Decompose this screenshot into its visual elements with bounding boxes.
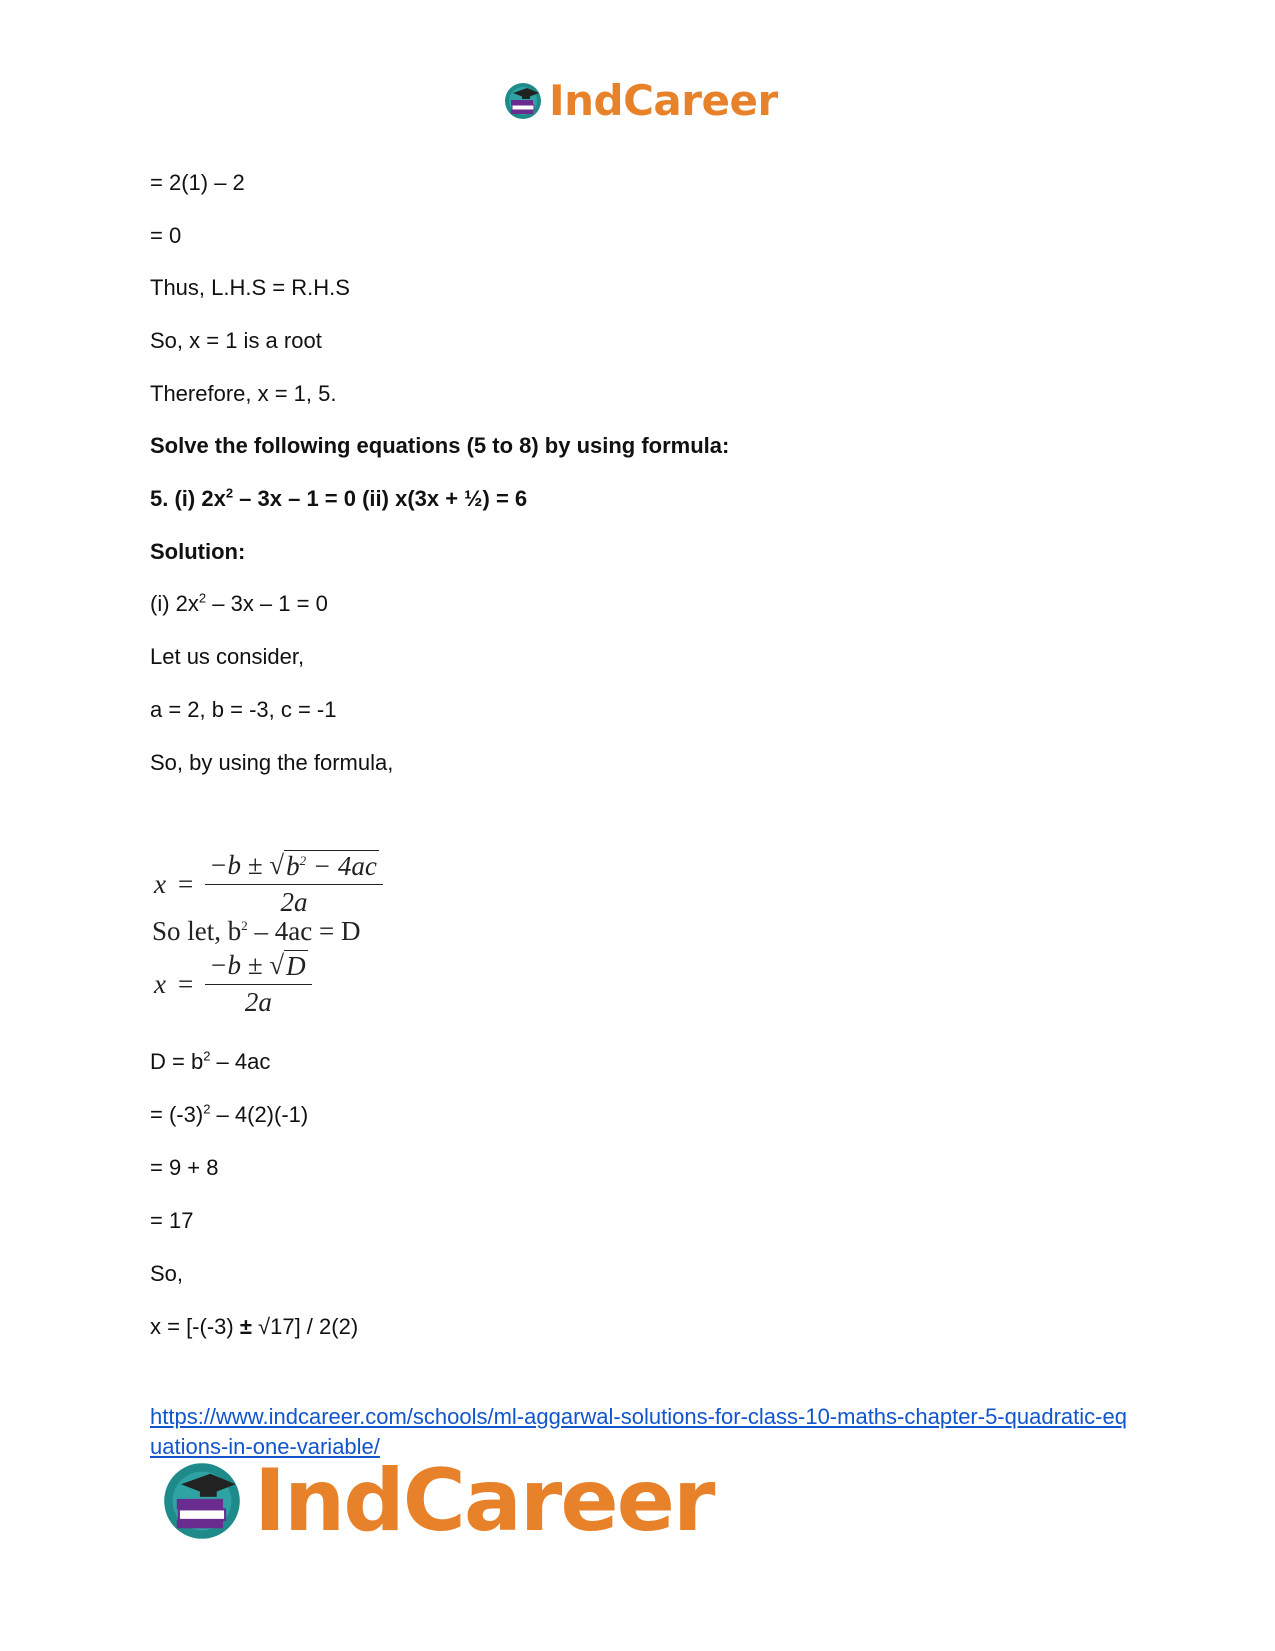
section-heading: Solve the following equations (5 to 8) by using formula:	[150, 433, 730, 458]
text-line: Thus, L.H.S = R.H.S	[150, 275, 350, 300]
text-line: So, x = 1 is a root	[150, 328, 322, 353]
text-line: a = 2, b = -3, c = -1	[150, 697, 337, 722]
step-sum: = 9 + 8	[150, 1155, 219, 1180]
question-5: 5. (i) $2x^2 - 3x - 1 = 0$ (ii) x(3x + ½) = 6	[150, 485, 528, 511]
footer-logo[interactable]	[160, 1451, 714, 1551]
quadratic-formula: x = −b ± √ $b^2 - 4ac$ 2a	[154, 850, 383, 918]
source-link[interactable]: https://www.indcareer.com/schools/ml-aggarwal-solutions-for-class-10-maths-chapter-5-quadratic-equations-in-one-variable/	[150, 1404, 1127, 1459]
text-line: So, by using the formula,	[150, 750, 394, 775]
header-logo[interactable]	[503, 76, 778, 125]
text-line: = 0	[150, 223, 182, 248]
text-line: = 2(1) – 2	[150, 170, 245, 195]
text-line: Let us consider,	[150, 644, 305, 669]
discriminant-definition: So let, $b^2 - 4ac = D$	[152, 916, 361, 946]
part-i-equation: (i) $2x^2 - 3x - 1 = 0$	[150, 590, 328, 616]
logo-text: IndCareer	[254, 1451, 714, 1551]
step-x-expression: x = [-(-3) ± √17] / 2(2)	[150, 1314, 359, 1339]
logo-text: IndCareer	[549, 76, 778, 125]
book-globe-icon	[160, 1459, 244, 1543]
solution-heading: Solution:	[150, 539, 246, 564]
formula-with-d: x = −b ± √ D 2a	[154, 950, 312, 1018]
quadratic-formula-image	[150, 850, 430, 1018]
step-substitution: = $(-3)^2 - 4(2)(-1)$	[150, 1101, 309, 1127]
step-result: = 17	[150, 1208, 194, 1233]
text-line: Therefore, x = 1, 5.	[150, 381, 337, 406]
text-line: So,	[150, 1261, 184, 1286]
book-globe-icon	[503, 81, 543, 121]
step-d-definition: $D = b^2 - 4ac$	[150, 1048, 271, 1074]
